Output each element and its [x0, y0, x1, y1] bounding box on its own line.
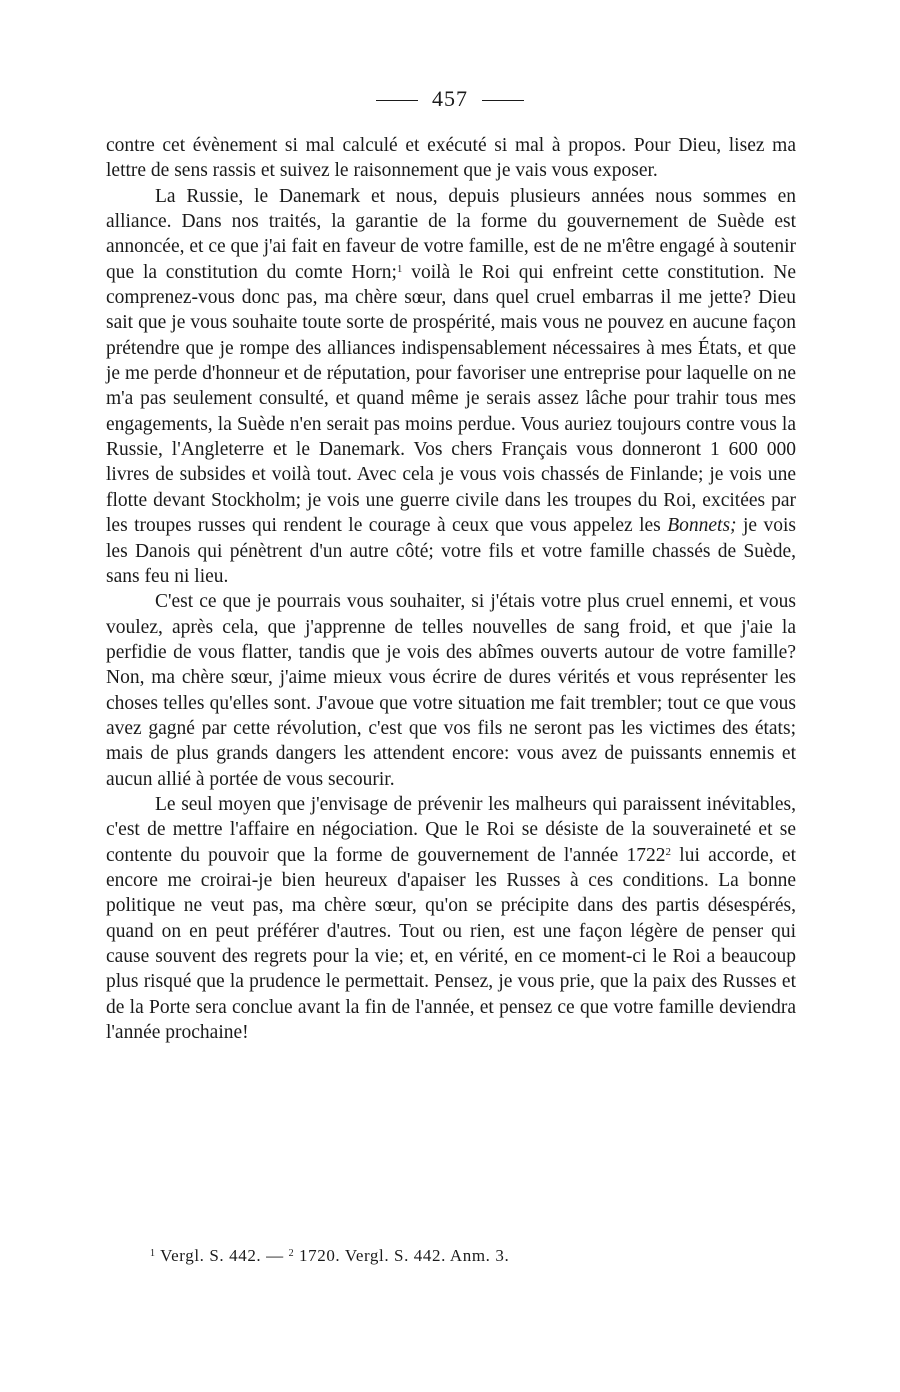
- paragraph-text: contre cet évènement si mal calculé et exécuté si mal à propos. Pour Dieu, lisez ma lettre de sens rassis et suivez le raisonnement que je vais vous exposer.: [106, 135, 796, 182]
- footnote-text: 1720. Vergl. S. 442. Anm. 3.: [294, 1246, 510, 1265]
- paragraph-text: C'est ce que je pourrais vous souhaiter, si j'étais votre plus cruel ennemi, et vous voulez, après cela, que j'apprenne de telles nouvelles de sang froid, et que j'aie la perfidie de vous flatter, tandis que je vois des abîmes ouverts autour de votre famille? Non, ma chère sœur, j'aime mieux vous écrire de dures vérités et vous représenter les choses telles qu'elles sont. J'avoue que votre situation me fait trembler; tout ce que vous avez gagné par cette révolution, c'est que vos fils ne seront pas les victimes des états; mais de plus grands dangers les attendent encore: vous avez de puissants ennemis et aucun allié à portée de vous secourir.: [106, 591, 796, 790]
- page-number: 457: [432, 86, 468, 111]
- page-header: [0, 86, 900, 112]
- paragraph-text: voilà le Roi qui enfreint cette constitution. Ne comprenez-vous donc pas, ma chère sœur, dans quel cruel embarras il me jette? Dieu sait que je vous souhaite toute sorte de prospérité, mais vous ne pouvez en aucune façon prétendre que je rompe des alliances indispensablement nécessaires à mes États, et que je me perde d'honneur et de réputation, pour favoriser une entreprise pour laquelle on ne m'a pas seulement consulté, et quand même je serais assez lâche pour trahir tous mes engagements, la Suède n'en serait pas moins perdue. Vous auriez toujours contre vous la Russie, l'Angleterre et le Danemark. Vos chers Français vous donneront 1 600 000 livres de subsides et voilà tout. Avec cela je vous vois chassés de Finlande; je vois une flotte devant Stockholm; je vois une guerre civile dans les troupes du Roi, excitées par les troupes russes qui rendent le courage à ceux que vous appelez les: [106, 261, 796, 537]
- footnote-marker: 2: [665, 845, 672, 858]
- footnote-marker: 1: [396, 262, 403, 275]
- header-rule-right: [482, 100, 524, 101]
- paragraph-text: Le seul moyen que j'envisage de prévenir les malheurs qui paraissent inévitables, c'est de mettre l'affaire en négociation. Que le Roi se désiste de la souveraineté et se contente du pouvoir que la forme de gouvernement de l'année 1722: [106, 793, 796, 866]
- footnote-number: 1: [150, 1248, 156, 1259]
- paragraph: [106, 792, 796, 1045]
- letter-body: [106, 133, 796, 1045]
- paragraph: [106, 589, 796, 792]
- footnotes: [150, 1244, 800, 1268]
- paragraph: [106, 184, 796, 590]
- paragraph-text: lui accorde, et encore me croirai-je bien heureux d'apaiser les Russes à ces conditions. La bonne politique ne veut pas, ma chère sœur, qu'on se précipite dans des partis désespérés, quand on en peut préférer d'autres. Tout ou rien, est une façon légère de penser qui cause souvent des regrets pour la vie; et, en vérité, en ce moment-ci le Roi a beaucoup plus risqué que la prudence le permettait. Pensez, je vous prie, que la paix des Russes et de la Porte sera conclue avant la fin de l'année, et pensez ce que votre famille deviendra l'année prochaine!: [106, 844, 796, 1044]
- footnote-text: Vergl. S. 442. —: [155, 1246, 289, 1265]
- paragraph-text: La Russie, le Danemark et nous, depuis plusieurs années nous sommes en alliance. Dans nos traités, la garantie de la forme du gouvernement de Suède est annoncée, et ce que j'ai fait en faveur de votre famille, est de ne m'être engagé à soutenir que la constitution du comte Horn;: [106, 185, 796, 283]
- footnote-number: 2: [288, 1248, 295, 1259]
- paragraph: [106, 133, 796, 184]
- italic-text: Bonnets;: [667, 515, 737, 537]
- paragraph-text: je vois les Danois qui pénètrent d'un autre côté; votre fils et votre famille chassés de Suède, sans feu ni lieu.: [106, 515, 796, 587]
- header-rule-left: [376, 100, 418, 101]
- footnote-line: [150, 1244, 800, 1268]
